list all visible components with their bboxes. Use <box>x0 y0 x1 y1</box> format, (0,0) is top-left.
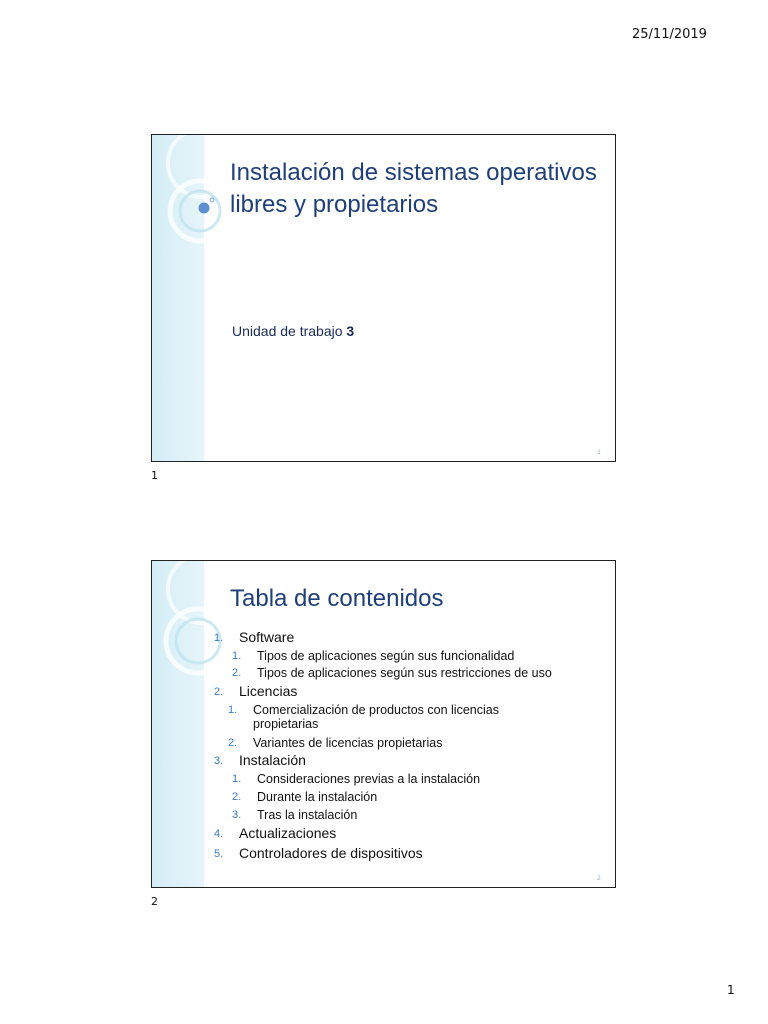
slide-title: Tabla de contenidos <box>230 585 444 612</box>
item-number: 2. <box>232 791 242 803</box>
decorative-sidebar <box>152 561 204 887</box>
subtitle-text: Unidad de trabajo <box>232 323 347 339</box>
item-text: Actualizaciones <box>239 825 337 841</box>
item-text: Variantes de licencias propietarias <box>253 736 443 750</box>
unit-number: 3 <box>346 323 355 339</box>
item-number: 1. <box>232 773 242 785</box>
item-number: 1. <box>214 632 224 644</box>
slide-subtitle <box>232 323 354 339</box>
item-number: 2. <box>214 686 224 698</box>
page-number: 1 <box>727 983 735 997</box>
item-text: Licencias <box>239 683 298 699</box>
item-text: propietarias <box>253 717 319 731</box>
item-number: 5. <box>214 848 224 860</box>
item-number: 2. <box>228 737 238 749</box>
circles-ornament-icon <box>152 135 232 255</box>
item-number: 1. <box>228 704 238 716</box>
item-number: 3. <box>214 755 224 767</box>
print-date: 25/11/2019 <box>632 27 707 42</box>
slide-number: 2 <box>597 875 601 882</box>
item-number: 1. <box>232 650 242 662</box>
item-number: 2. <box>232 667 242 679</box>
slide-label: 2 <box>151 895 158 908</box>
decorative-sidebar <box>152 135 204 461</box>
item-number: 3. <box>232 809 242 821</box>
slide-label: 1 <box>151 469 158 482</box>
item-text: Consideraciones previas a la instalación <box>257 772 481 786</box>
slide-number: 1 <box>597 449 601 456</box>
item-text: Durante la instalación <box>257 790 378 804</box>
item-text: Controladores de dispositivos <box>239 845 423 861</box>
item-text: Instalación <box>239 752 306 768</box>
item-text: Tipos de aplicaciones según sus funcionalidad <box>257 649 515 663</box>
item-text: Software <box>239 629 295 645</box>
item-text: Comercialización de productos con licencias <box>253 703 499 717</box>
item-text: Tipos de aplicaciones según sus restricciones de uso <box>257 666 552 680</box>
item-text: Tras la instalación <box>257 808 358 822</box>
circles-ornament-icon <box>152 561 232 681</box>
item-number: 4. <box>214 828 224 840</box>
slide-title: Instalación de sistemas operativos libres y propietarios <box>230 159 597 218</box>
slide-2 <box>151 560 616 888</box>
slide-1 <box>151 134 616 462</box>
